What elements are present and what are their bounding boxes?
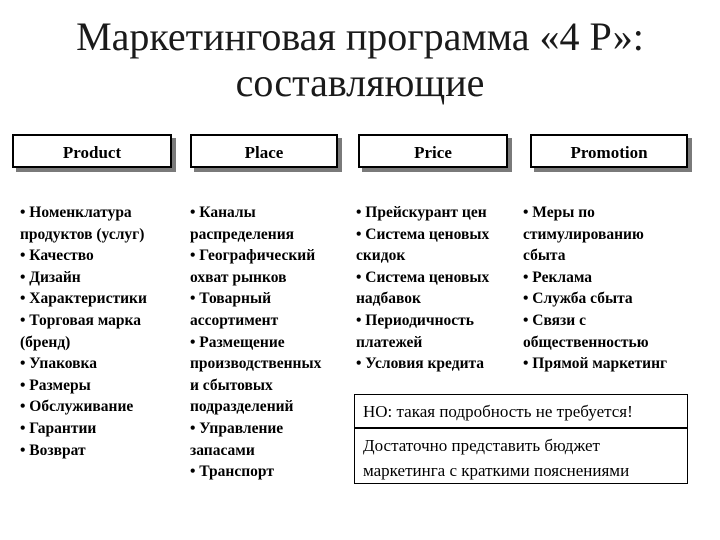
- place-item: запасами: [190, 441, 255, 459]
- promotion-item: • Служба сбыта: [523, 290, 633, 308]
- title-line-1: Маркетинговая программа «4 Р»:: [76, 14, 644, 59]
- note-detail-text: НО: такая подробность не требуется!: [363, 402, 633, 421]
- product-item: продуктов (услуг): [20, 225, 145, 243]
- price-item: • Прейскурант цен: [356, 204, 487, 221]
- price-item: • Периодичность: [356, 311, 474, 329]
- title-line-2: составляющие: [235, 60, 485, 105]
- product-item: • Номенклатура: [20, 204, 132, 221]
- note-detail-box: [354, 394, 688, 428]
- place-list: [190, 202, 321, 483]
- place-item: и сбытовых: [190, 376, 273, 394]
- slide-title: [0, 14, 720, 106]
- note-budget-line-1: Достаточно представить бюджет: [363, 436, 600, 455]
- product-item: • Дизайн: [20, 268, 81, 286]
- place-item: производственных: [190, 355, 322, 373]
- promotion-item: стимулированию: [523, 225, 644, 243]
- promotion-item: • Прямой маркетинг: [523, 355, 668, 373]
- place-item: • Транспорт: [190, 463, 274, 481]
- price-item: платежей: [356, 333, 423, 351]
- place-item: • Каналы: [190, 204, 256, 221]
- price-item: • Система ценовых: [356, 268, 490, 286]
- price-item: скидок: [356, 247, 406, 265]
- header-product-label: Product: [62, 143, 122, 162]
- place-item: • Товарный: [190, 290, 272, 308]
- price-item: надбавок: [356, 290, 421, 308]
- header-price: [358, 134, 508, 168]
- product-item: • Размеры: [20, 376, 91, 394]
- place-item: охват рынков: [190, 268, 287, 286]
- product-item: • Гарантии: [20, 419, 97, 437]
- note-budget-box: [354, 428, 688, 484]
- header-price-label: Price: [414, 143, 452, 162]
- price-item: • Условия кредита: [356, 355, 485, 373]
- header-product: [12, 134, 172, 168]
- promotion-item: • Меры по: [523, 204, 595, 221]
- header-place-label: Place: [244, 143, 284, 162]
- header-promotion: [530, 134, 688, 168]
- product-item: • Упаковка: [20, 355, 97, 373]
- promotion-item: • Реклама: [523, 268, 593, 286]
- place-item: • Размещение: [190, 333, 285, 351]
- promotion-item: общественностью: [523, 333, 649, 351]
- product-list: [20, 202, 147, 461]
- place-item: • Управление: [190, 419, 284, 437]
- price-item: • Система ценовых: [356, 225, 490, 243]
- product-item: • Возврат: [20, 441, 86, 459]
- place-item: подразделений: [190, 398, 294, 416]
- place-item: распределения: [190, 225, 295, 243]
- note-budget-line-2: маркетинга с краткими пояснениями: [363, 461, 630, 480]
- promotion-list: [523, 202, 667, 375]
- promotion-item: сбыта: [523, 247, 566, 265]
- place-item: • Географический: [190, 247, 316, 265]
- product-item: • Качество: [20, 247, 94, 265]
- header-place: [190, 134, 338, 168]
- product-item: (бренд): [20, 333, 71, 351]
- price-list: [356, 202, 489, 375]
- product-item: • Характеристики: [20, 290, 147, 308]
- header-promotion-label: Promotion: [570, 143, 648, 162]
- place-item: ассортимент: [190, 311, 279, 329]
- product-item: • Торговая марка: [20, 311, 141, 329]
- product-item: • Обслуживание: [20, 398, 134, 416]
- promotion-item: • Связи с: [523, 311, 586, 329]
